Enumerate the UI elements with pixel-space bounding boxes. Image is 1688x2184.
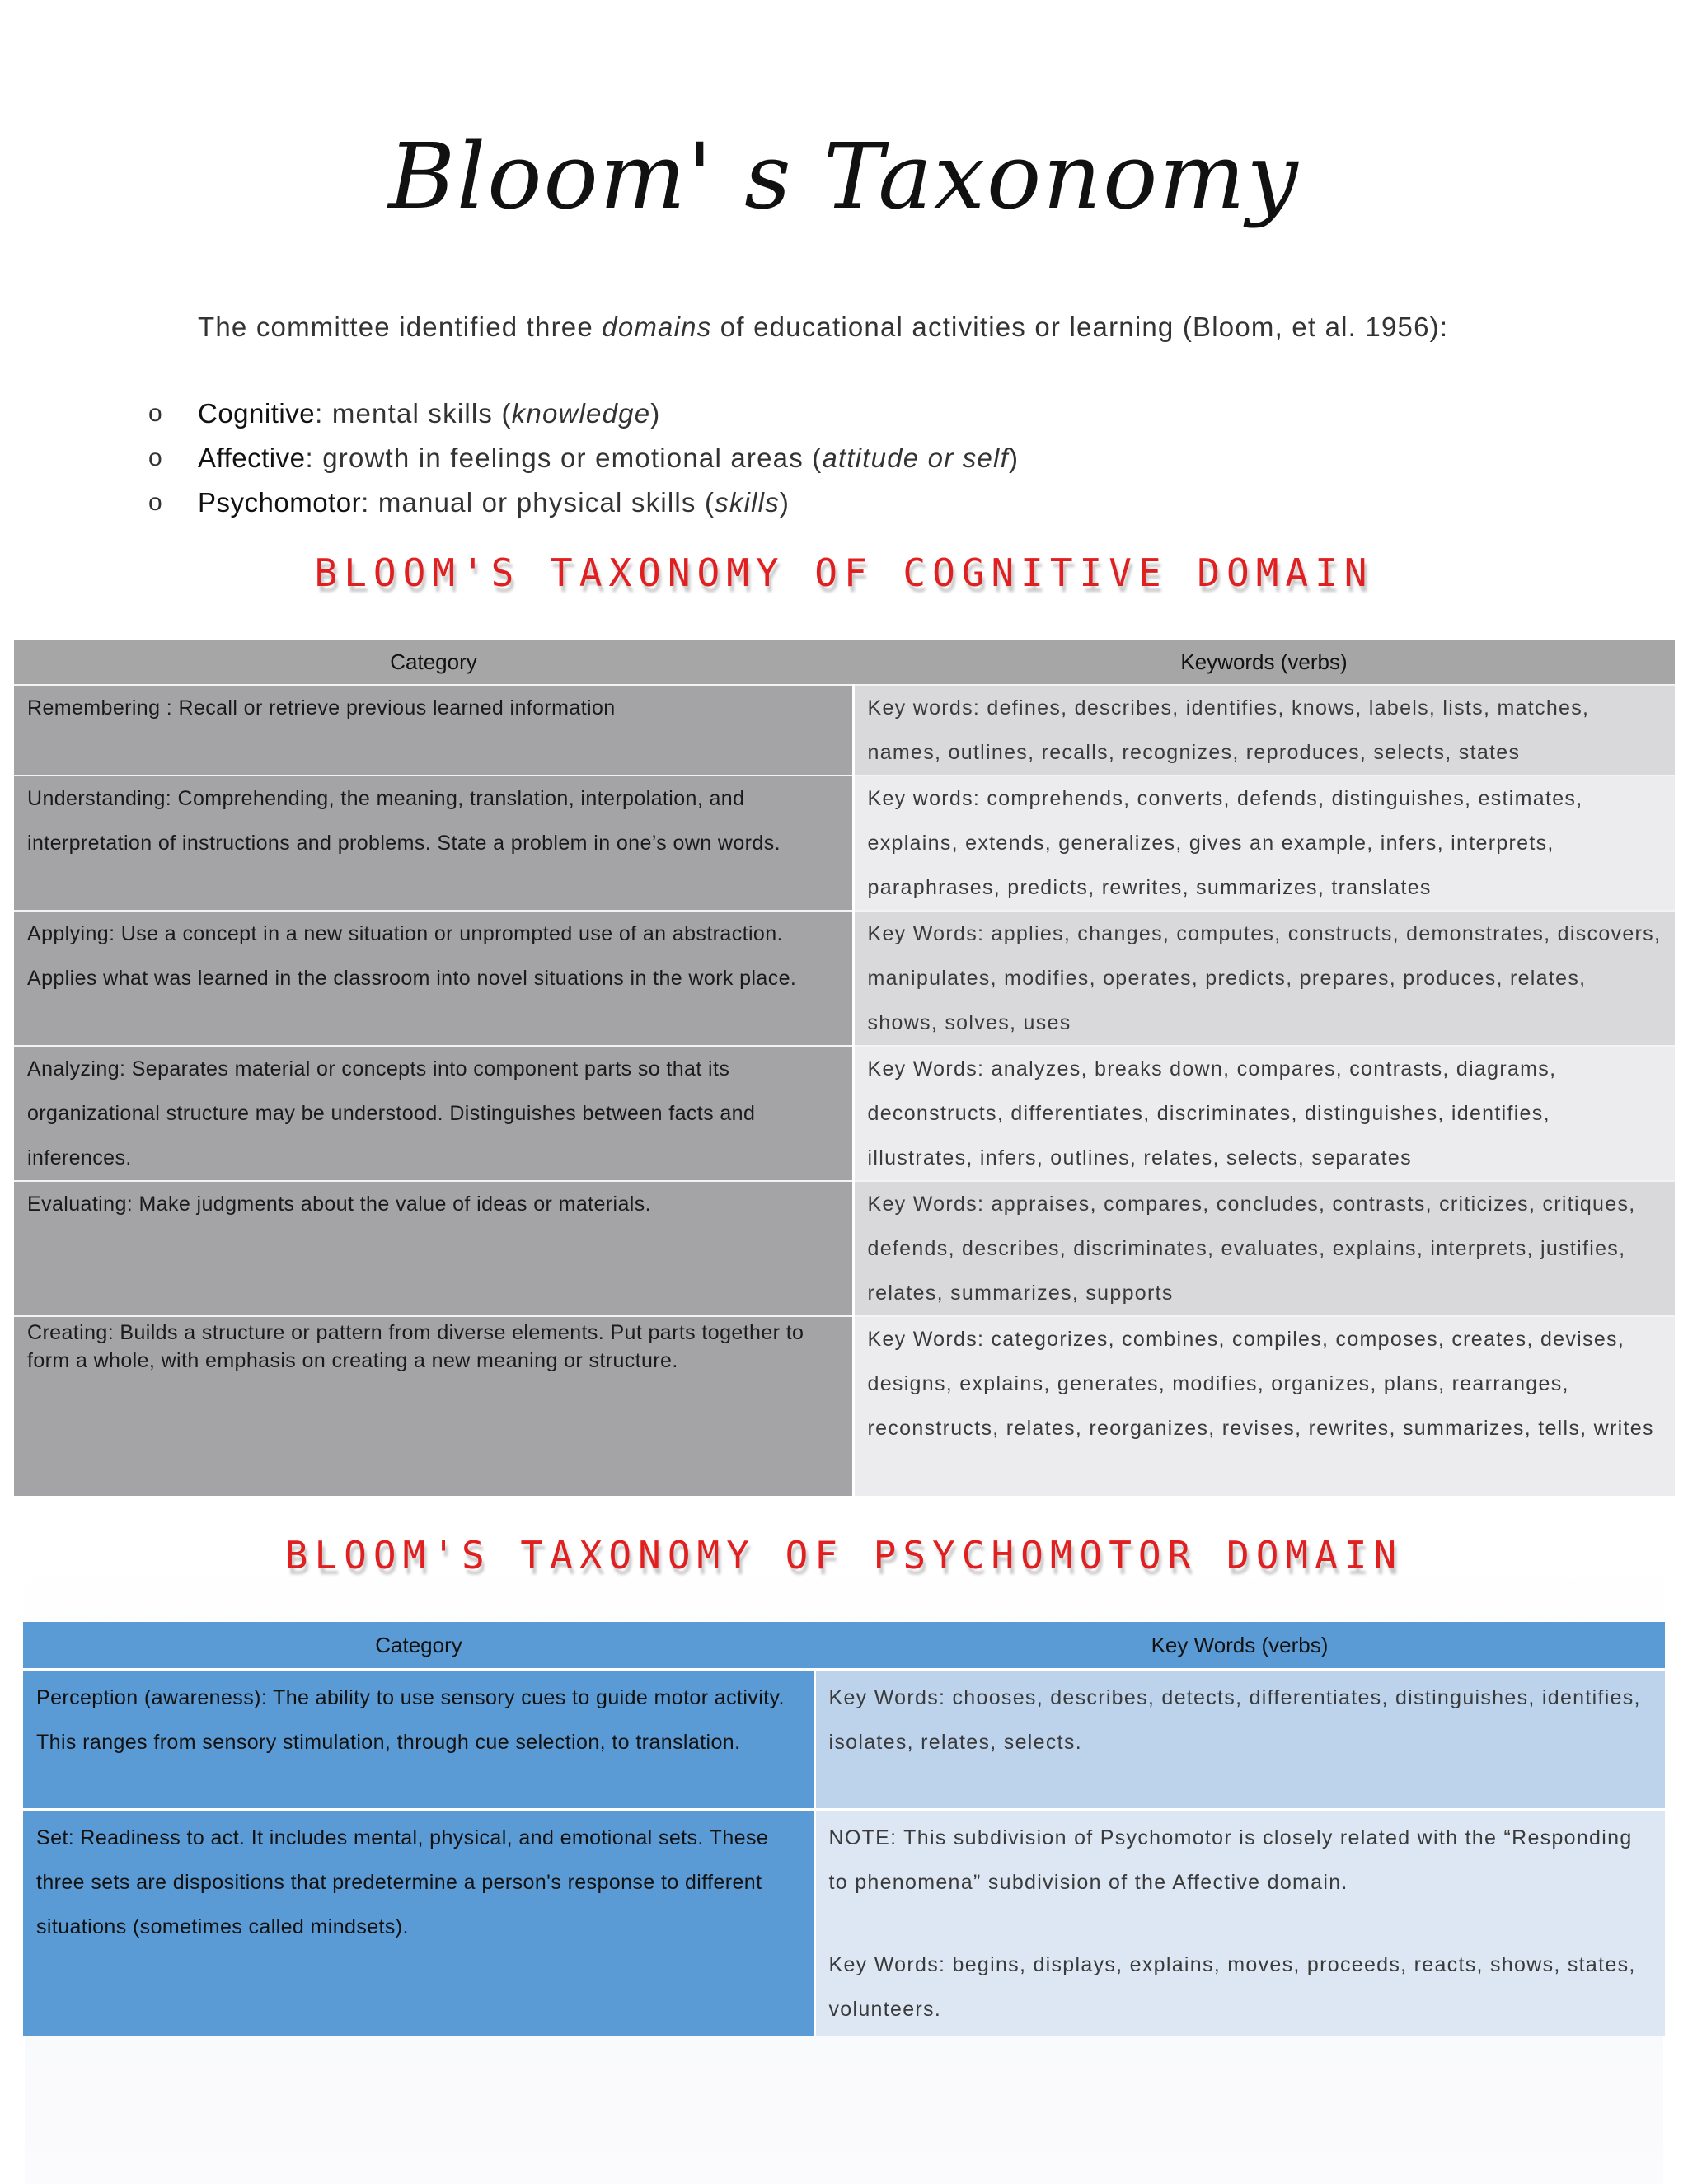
table-header-row (23, 1622, 1665, 1670)
category-cell: Perception (awareness): The ability to use sensory cues to guide motor activity. This ranges from sensory stimulation, through cue selection, to translation. (23, 1670, 814, 1810)
keywords-cell: Key Words: chooses, describes, detects, differentiates, distinguishes, identifies, isolates, relates, selects. (814, 1670, 1665, 1810)
domain-term: Psychomotor (198, 487, 362, 518)
psychomotor-domain-heading: BLOOM'S TAXONOMY OF PSYCHOMOTOR DOMAIN (284, 1533, 1404, 1577)
domain-item-affective (148, 436, 1019, 480)
keywords-text: Key Words: begins, displays, explains, moves, proceeds, reacts, shows, states, volunteers. (828, 1953, 1636, 2021)
intro-paragraph (198, 312, 1448, 343)
paragraph-gap (829, 1905, 1653, 1943)
table-row-creating (14, 1316, 1675, 1496)
domain-list (148, 391, 1019, 525)
category-cell: Remembering : Recall or retrieve previous learned information (14, 685, 853, 776)
intro-emphasis: domains (602, 312, 712, 342)
domain-item-cognitive (148, 391, 1019, 436)
domain-term: Cognitive (198, 398, 316, 429)
domain-close: ) (779, 487, 790, 518)
table-row-perception (23, 1670, 1665, 1810)
domain-example: knowledge (511, 398, 651, 429)
domain-close: ) (1008, 443, 1020, 473)
table-header-row (14, 640, 1675, 685)
category-cell: Analyzing: Separates material or concepts into component parts so that its organizational structure may be understood. Distinguishes between facts and inferences. (14, 1046, 853, 1181)
bullet-icon: o (148, 444, 163, 471)
domain-term: Affective (198, 443, 306, 473)
note-text: NOTE: This subdivision of Psychomotor is closely related with the “Responding to phenomena” subdivision of the Affective domain. (828, 1826, 1633, 1894)
table-row-evaluating (14, 1181, 1675, 1316)
intro-text-end: of educational activities or learning (Bloom, et al. 1956): (711, 312, 1449, 342)
domain-description: : mental skills ( (315, 398, 512, 429)
bullet-icon: o (148, 489, 163, 516)
table-row-applying (14, 911, 1675, 1046)
column-header-keywords: Key Words (verbs) (814, 1622, 1665, 1670)
document-title: Bloom' s Taxonomy (388, 124, 1300, 229)
category-cell: Understanding: Comprehending, the meaning, translation, interpolation, and interpretation of instructions and problems. State a problem in one’s own words. (14, 776, 853, 911)
table-row-understanding (14, 776, 1675, 911)
category-cell: Applying: Use a concept in a new situation or unprompted use of an abstraction. Applies what was learned in the classroom into novel situations in the work place. (14, 911, 853, 1046)
domain-example: skills (715, 487, 780, 518)
category-cell: Set: Readiness to act. It includes mental, physical, and emotional sets. These three sets are dispositions that predetermine a person's response to different situations (sometimes called mindsets). (23, 1810, 814, 2036)
keywords-cell: Key Words: appraises, compares, concludes, contrasts, criticizes, critiques, defends, describes, discriminates, evaluates, explains, interprets, justifies, relates, summarizes, supports (853, 1181, 1675, 1316)
intro-text-start: The committee identified three (198, 312, 603, 342)
table-row-analyzing (14, 1046, 1675, 1181)
bullet-icon: o (148, 400, 163, 427)
domain-example: attitude or self (822, 443, 1009, 473)
column-header-category: Category (23, 1622, 814, 1670)
keywords-cell: Key Words: categorizes, combines, compiles, composes, creates, devises, designs, explains, generates, modifies, organizes, plans, rearranges, reconstructs, relates, reorganizes, revises, rewrites, summarizes, tells, writes (853, 1316, 1675, 1496)
domain-description: : growth in feelings or emotional areas ( (305, 443, 823, 473)
keywords-cell: Key words: defines, describes, identifies, knows, labels, lists, matches, names, outlines, recalls, recognizes, reproduces, selects, states (853, 685, 1675, 776)
psychomotor-domain-table (23, 1622, 1665, 2036)
category-cell: Evaluating: Make judgments about the value of ideas or materials. (14, 1181, 853, 1316)
keywords-cell: Key Words: applies, changes, computes, constructs, demonstrates, discovers, manipulates, modifies, operates, predicts, prepares, produces, relates, shows, solves, uses (853, 911, 1675, 1046)
keywords-cell (814, 1810, 1665, 2036)
domain-description: : manual or physical skills ( (361, 487, 715, 518)
cognitive-domain-heading: BLOOM'S TAXONOMY OF COGNITIVE DOMAIN (314, 551, 1374, 595)
domain-close: ) (650, 398, 661, 429)
column-header-category: Category (14, 640, 853, 685)
category-cell: Creating: Builds a structure or pattern from diverse elements. Put parts together to form a whole, with emphasis on creating a new meaning or structure. (14, 1316, 853, 1496)
domain-item-psychomotor (148, 480, 1019, 525)
keywords-cell: Key words: comprehends, converts, defends, distinguishes, estimates, explains, extends, generalizes, gives an example, infers, interprets, paraphrases, predicts, rewrites, summarizes, translates (853, 776, 1675, 911)
keywords-cell: Key Words: analyzes, breaks down, compares, contrasts, diagrams, deconstructs, differentiates, discriminates, distinguishes, identifies, illustrates, infers, outlines, relates, selects, separates (853, 1046, 1675, 1181)
table-row-set (23, 1810, 1665, 2036)
cognitive-domain-table (14, 640, 1675, 1496)
table-row-remembering (14, 685, 1675, 776)
column-header-keywords: Keywords (verbs) (853, 640, 1675, 685)
